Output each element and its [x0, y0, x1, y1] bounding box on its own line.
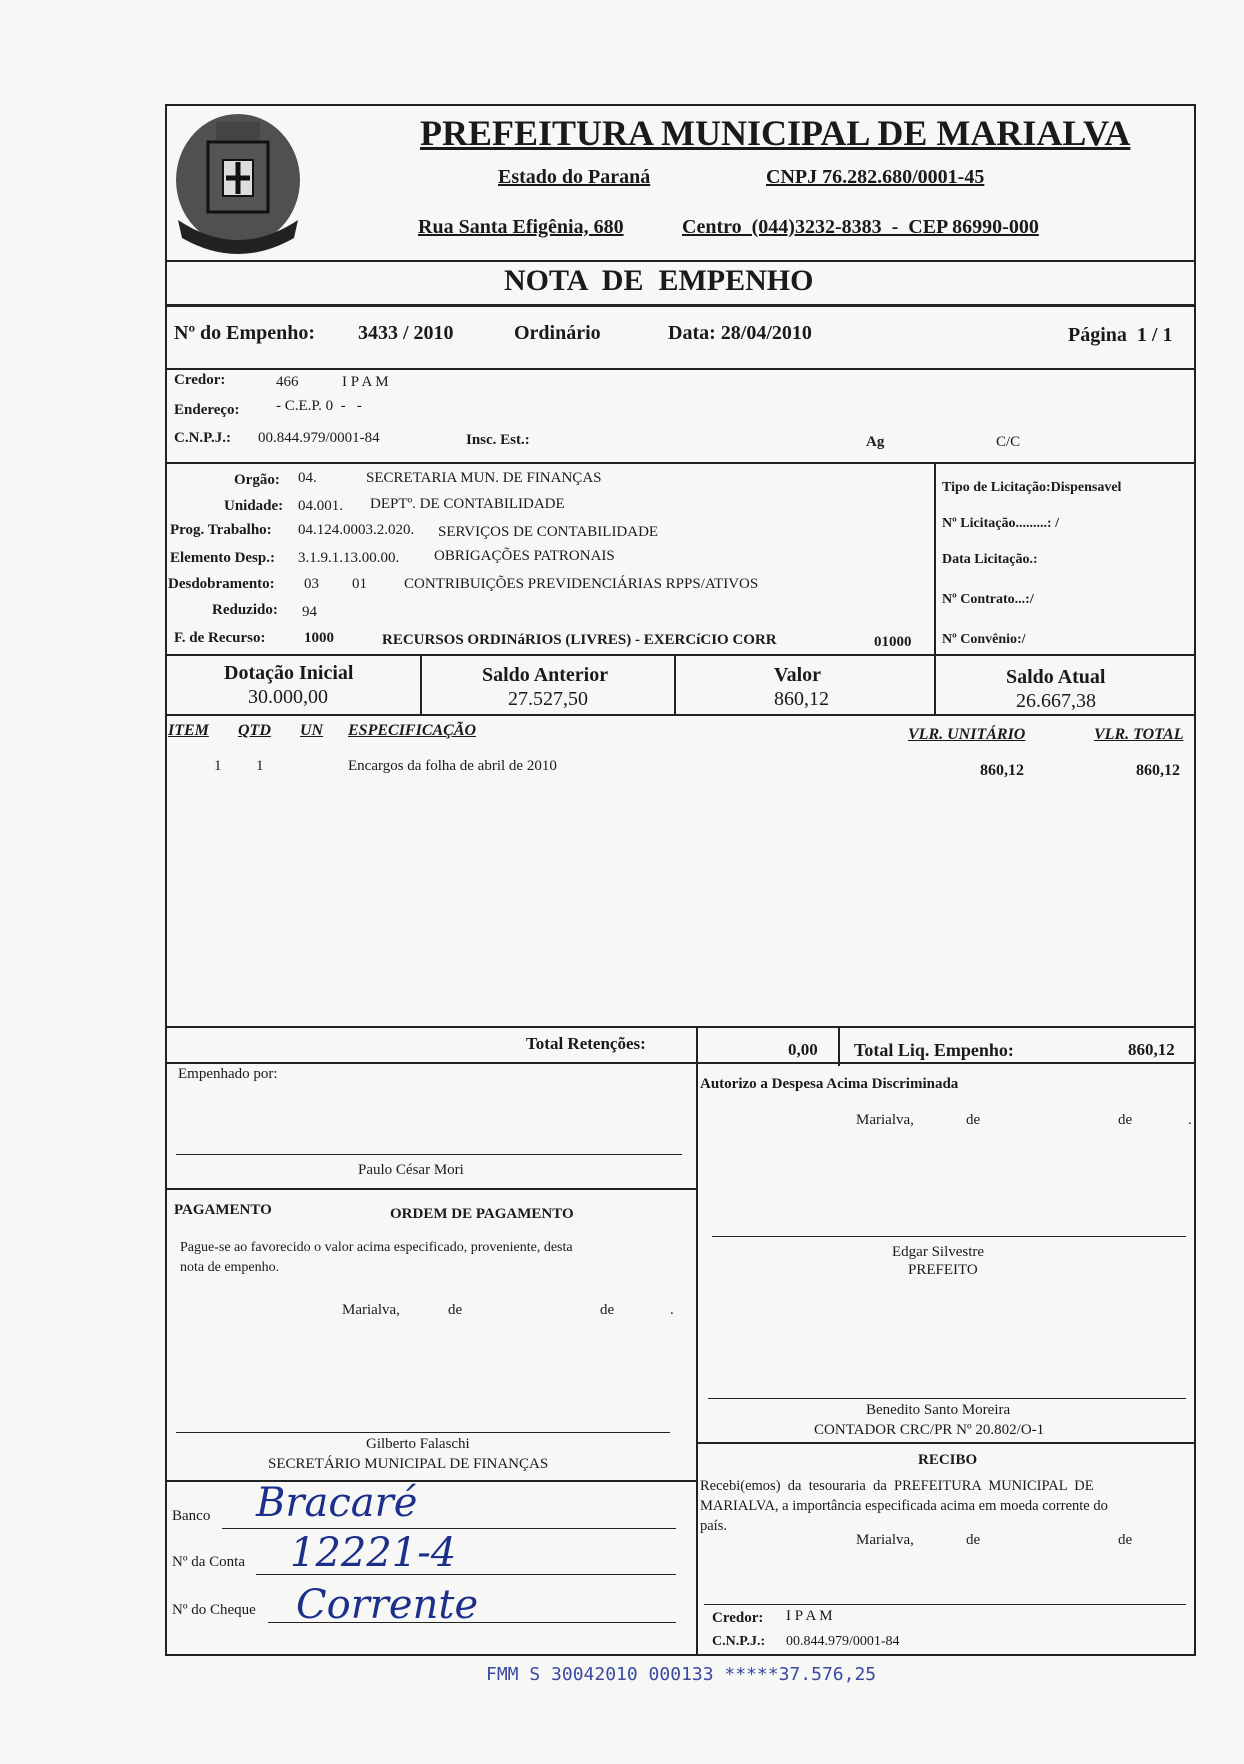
row-spec: Encargos da folha de abril de 2010 [348, 758, 557, 774]
recibo-label: RECIBO [918, 1452, 978, 1468]
dotacao-inicial-label: Dotação Inicial [224, 662, 354, 684]
prog-trabalho-code: 04.124.0003.2.020. [298, 522, 415, 538]
row-item: 1 [214, 758, 222, 774]
col-header-vlr-unitario: VLR. UNITÁRIO [908, 726, 1026, 743]
secretario-role: SECRETÁRIO MUNICIPAL DE FINANÇAS [268, 1456, 549, 1472]
recibo-credor-name: I P A M [786, 1608, 833, 1624]
row-unit: 860,12 [980, 762, 1024, 779]
total-liq-label: Total Liq. Empenho: [854, 1040, 1014, 1060]
reduzido-value: 94 [302, 604, 317, 620]
col-header-especificacao: ESPECIFICAÇÃO [348, 722, 477, 739]
total-retencoes-value: 0,00 [788, 1040, 818, 1059]
row-qtd: 1 [256, 758, 264, 774]
conta-corrente-label: C/C [996, 434, 1021, 450]
reduzido-label: Reduzido: [212, 602, 278, 618]
contador-name: Benedito Santo Moreira [866, 1402, 1011, 1418]
prefeitura-title: PREFEITURA MUNICIPAL DE MARIALVA [420, 113, 1131, 153]
fonte-recurso-name: RECURSOS ORDINáRIOS (LIVRES) - EXERCíCIO CORR [382, 632, 777, 648]
endereco-value: - C.E.P. 0 - - [276, 398, 362, 414]
endereco-label: Endereço: [174, 402, 240, 418]
tipo-licitacao: Tipo de Licitação:Dispensavel [942, 480, 1122, 495]
ordem-pagamento-label: ORDEM DE PAGAMENTO [390, 1206, 574, 1222]
col-header-vlr-total: VLR. TOTAL [1094, 726, 1184, 743]
recibo-text-2: MARIALVA, a importância especificada acima em moeda corrente do [700, 1498, 1108, 1514]
insc-est-label: Insc. Est.: [466, 432, 530, 448]
empenho-type: Ordinário [514, 322, 601, 344]
recibo-cnpj-label: C.N.P.J.: [712, 1634, 766, 1649]
recibo-text-3: país. [700, 1518, 727, 1534]
autorizo-place: Marialva, [856, 1112, 914, 1128]
autorizo-label: Autorizo a Despesa Acima Discriminada [700, 1076, 959, 1092]
saldo-atual-label: Saldo Atual [1006, 666, 1106, 688]
conta-handwritten: 12221-4 [290, 1530, 457, 1576]
recibo-text-1: Recebi(emos) da tesouraria da PREFEITURA MUNICIPAL DE [700, 1478, 1094, 1494]
dotacao-inicial-value: 30.000,00 [248, 686, 328, 708]
empenho-number-label: Nº do Empenho: [174, 322, 316, 344]
address-contact: Centro (044)3232-8383 - CEP 86990-000 [682, 216, 1039, 238]
state-name: Estado do Paraná [498, 166, 651, 188]
elemento-desp-name: OBRIGAÇÕES PATRONAIS [434, 548, 615, 564]
document-title: NOTA DE EMPENHO [504, 264, 814, 297]
pagamento-place: Marialva, [342, 1302, 400, 1318]
desdobramento-code2: 01 [352, 576, 367, 592]
recibo-cnpj-value: 00.844.979/0001-84 [786, 1634, 900, 1649]
prog-trabalho-name: SERVIÇOS DE CONTABILIDADE [438, 524, 659, 540]
num-convenio: Nº Convênio:/ [942, 632, 1026, 647]
total-liq-value: 860,12 [1128, 1040, 1175, 1059]
saldo-anterior-label: Saldo Anterior [482, 664, 609, 686]
secretario-name: Gilberto Falaschi [366, 1436, 470, 1452]
fonte-recurso-code2: 01000 [874, 634, 912, 650]
prefeito-role: PREFEITO [908, 1262, 978, 1278]
autorizo-de1: de [966, 1112, 981, 1128]
empenho-number: 3433 / 2010 [358, 322, 454, 344]
banco-handwritten: Bracaré [256, 1480, 418, 1526]
num-contrato: Nº Contrato...:/ [942, 592, 1034, 607]
unidade-code: 04.001. [298, 498, 343, 514]
elemento-desp-label: Elemento Desp.: [170, 550, 275, 566]
col-header-qtd: QTD [238, 722, 271, 739]
cheque-label: Nº do Cheque [172, 1602, 256, 1618]
unidade-name: DEPTº. DE CONTABILIDADE [370, 496, 565, 512]
credor-cnpj-label: C.N.P.J.: [174, 430, 231, 446]
elemento-desp-code: 3.1.9.1.13.00.00. [298, 550, 400, 566]
pagamento-label: PAGAMENTO [174, 1202, 272, 1218]
pagamento-dot: . [670, 1302, 674, 1318]
orgao-label: Orgão: [234, 472, 280, 488]
contador-role: CONTADOR CRC/PR Nº 20.802/O-1 [814, 1422, 1045, 1438]
pagamento-de1: de [448, 1302, 463, 1318]
credor-cnpj: 00.844.979/0001-84 [258, 430, 380, 446]
credor-code: 466 [276, 374, 299, 390]
recibo-de2: de [1118, 1532, 1133, 1548]
address-street: Rua Santa Efigênia, 680 [418, 216, 624, 238]
col-header-item: ITEM [168, 722, 209, 739]
banco-label: Banco [172, 1508, 211, 1524]
orgao-code: 04. [298, 470, 317, 486]
num-licitacao: Nº Licitação.........: / [942, 516, 1059, 531]
data-licitacao: Data Licitação.: [942, 552, 1038, 567]
valor-label: Valor [774, 664, 822, 686]
unidade-label: Unidade: [224, 498, 284, 514]
empenhado-por-label: Empenhado por: [178, 1066, 278, 1082]
prog-trabalho-label: Prog. Trabalho: [170, 522, 272, 538]
valor-value: 860,12 [774, 688, 829, 710]
prefeitura-cnpj: CNPJ 76.282.680/0001-45 [766, 166, 985, 188]
pagamento-text-1: Pague-se ao favorecido o valor acima especificado, proveniente, desta [180, 1240, 573, 1255]
pagamento-de2: de [600, 1302, 615, 1318]
credor-label: Credor: [174, 372, 226, 388]
pagamento-text-2: nota de empenho. [180, 1260, 280, 1275]
fonte-recurso-code: 1000 [304, 630, 334, 646]
col-header-un: UN [300, 722, 324, 739]
cheque-handwritten: Corrente [296, 1582, 479, 1628]
recibo-de1: de [966, 1532, 981, 1548]
autorizo-de2: de [1118, 1112, 1133, 1128]
fonte-recurso-label: F. de Recurso: [174, 630, 266, 646]
credor-name: I P A M [342, 374, 389, 390]
empenhado-por-name: Paulo César Mori [358, 1162, 464, 1178]
coat-of-arms-emblem [168, 100, 308, 258]
orgao-name: SECRETARIA MUN. DE FINANÇAS [366, 470, 602, 486]
conta-label: Nº da Conta [172, 1554, 245, 1570]
authentication-stamp: FMM S 30042010 000133 *****37.576,25 [486, 1664, 877, 1685]
recibo-credor-label: Credor: [712, 1610, 764, 1626]
autorizo-dot: . [1188, 1112, 1192, 1128]
saldo-atual-value: 26.667,38 [1016, 690, 1096, 712]
row-total: 860,12 [1136, 762, 1180, 779]
desdobramento-name: CONTRIBUIÇÕES PREVIDENCIÁRIAS RPPS/ATIVOS [404, 576, 759, 592]
agencia-label: Ag [866, 434, 885, 450]
empenho-date: Data: 28/04/2010 [668, 322, 812, 344]
prefeito-name: Edgar Silvestre [892, 1244, 985, 1260]
total-retencoes-label: Total Retenções: [526, 1034, 646, 1053]
desdobramento-code1: 03 [304, 576, 319, 592]
saldo-anterior-value: 27.527,50 [508, 688, 588, 710]
recibo-place: Marialva, [856, 1532, 914, 1548]
page-number: Página 1 / 1 [1068, 324, 1173, 346]
desdobramento-label: Desdobramento: [168, 576, 275, 592]
